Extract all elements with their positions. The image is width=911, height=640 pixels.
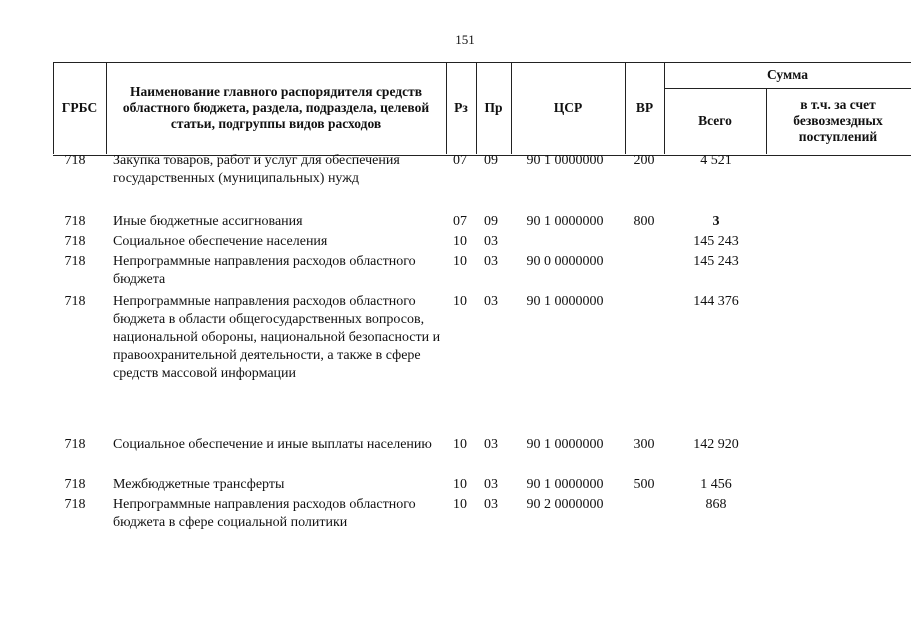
cell-name: Закупка товаров, работ и услуг для обеспечения государственных (муниципальных) нужд (113, 153, 400, 186)
header-pr: Пр (484, 100, 503, 115)
cell-name: Непрограммные направления расходов областного бюджета (113, 254, 416, 287)
page-number: 151 (455, 32, 475, 47)
cell-rz: 10 (453, 234, 467, 249)
cell-rz: 10 (453, 437, 467, 452)
header-border (106, 62, 107, 154)
cell-vsego: 3 (712, 214, 720, 229)
header-csr: ЦСР (553, 100, 583, 115)
header-bezvozmezdnye: в т.ч. за счет безвозмездных поступлений (793, 97, 883, 144)
cell-csr: 90 0 0000000 (526, 254, 604, 269)
cell-vr: 200 (633, 153, 655, 168)
cell-grbs: 718 (64, 153, 86, 168)
cell-name: Социальное обеспечение населения (113, 234, 328, 249)
cell-grbs: 718 (64, 437, 86, 452)
header-vsego: Всего (698, 113, 732, 128)
cell-pr: 03 (484, 234, 498, 249)
cell-name: Непрограммные направления расходов областного бюджета в сфере социальной политики (113, 497, 416, 530)
cell-grbs: 718 (64, 477, 86, 492)
cell-grbs: 718 (64, 497, 86, 512)
cell-csr: 90 1 0000000 (526, 153, 604, 168)
cell-pr: 09 (484, 214, 498, 229)
header-vr: ВР (635, 100, 654, 115)
cell-rz: 07 (453, 153, 467, 168)
cell-pr: 03 (484, 497, 498, 512)
cell-vsego: 4 521 (700, 153, 732, 168)
cell-rz: 10 (453, 294, 467, 309)
cell-rz: 10 (453, 497, 467, 512)
header-border (766, 88, 767, 154)
header-rz: Рз (454, 100, 468, 115)
cell-vr: 500 (633, 477, 655, 492)
cell-name: Иные бюджетные ассигнования (113, 214, 303, 229)
cell-name: Непрограммные направления расходов областного бюджета в области общегосударственных вопросов, национальной обороны, национальной безопасности и правоохранительной деятельности, а также в сфере средств массовой информации (113, 294, 441, 381)
cell-vr: 800 (633, 214, 655, 229)
cell-rz: 07 (453, 214, 467, 229)
cell-csr: 90 1 0000000 (526, 214, 604, 229)
cell-pr: 09 (484, 153, 498, 168)
cell-vr: 300 (633, 437, 655, 452)
cell-pr: 03 (484, 477, 498, 492)
cell-rz: 10 (453, 477, 467, 492)
cell-vsego: 1 456 (700, 477, 732, 492)
cell-csr: 90 1 0000000 (526, 294, 604, 309)
cell-vsego: 145 243 (693, 234, 739, 249)
cell-csr: 90 1 0000000 (526, 477, 604, 492)
cell-name: Межбюджетные трансферты (113, 477, 285, 492)
cell-grbs: 718 (64, 294, 86, 309)
cell-name: Социальное обеспечение и иные выплаты населению (113, 437, 432, 452)
header-grbs: ГРБС (61, 100, 98, 115)
header-name: Наименование главного распорядителя средств областного бюджета, раздела, подраздела, целевой статьи, подгруппы видов расходов (122, 84, 430, 131)
cell-rz: 10 (453, 254, 467, 269)
cell-csr: 90 2 0000000 (526, 497, 604, 512)
cell-grbs: 718 (64, 214, 86, 229)
cell-vsego: 868 (705, 497, 727, 512)
cell-pr: 03 (484, 437, 498, 452)
cell-vsego: 145 243 (693, 254, 739, 269)
header-summa: Сумма (766, 67, 809, 82)
cell-vsego: 142 920 (693, 437, 739, 452)
cell-grbs: 718 (64, 234, 86, 249)
cell-vsego: 144 376 (693, 294, 739, 309)
cell-grbs: 718 (64, 254, 86, 269)
cell-pr: 03 (484, 254, 498, 269)
cell-csr: 90 1 0000000 (526, 437, 604, 452)
cell-pr: 03 (484, 294, 498, 309)
